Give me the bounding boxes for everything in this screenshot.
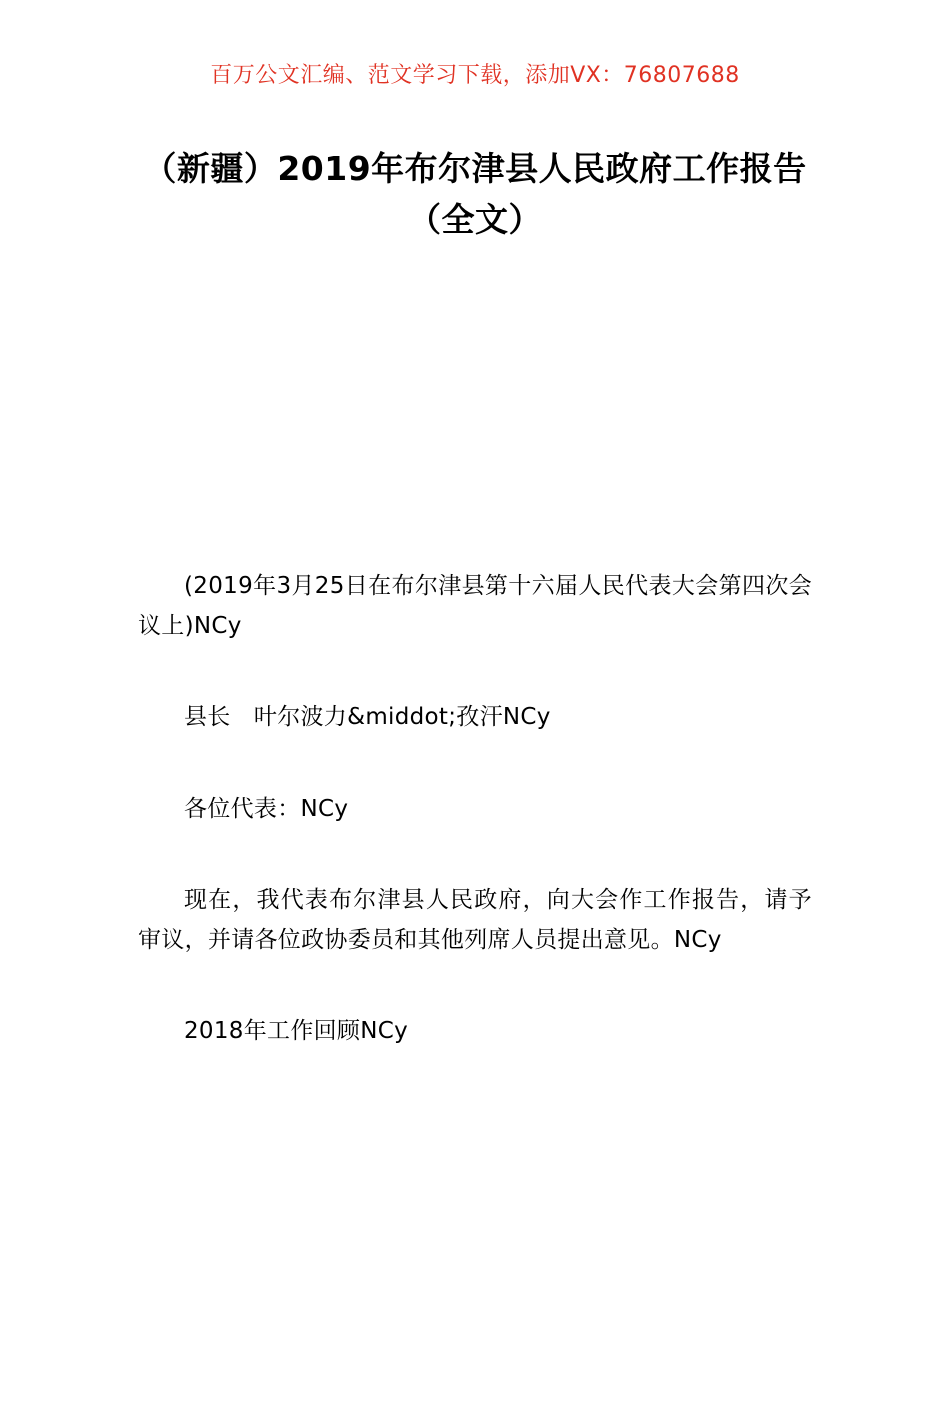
page-title: （新疆）2019年布尔津县人民政府工作报告（全文）: [143, 148, 807, 239]
promo-banner: 百万公文汇编、范文学习下载，添加VX：76807688: [210, 63, 740, 88]
paragraph-salutation: 各位代表：NCy: [184, 795, 349, 822]
document-page: [0, 62, 950, 1406]
paragraph-intro: 现在，我代表布尔津县人民政府，向大会作工作报告，请予审议，并请各位政协委员和其他列席人员提出意见。NCy: [138, 887, 812, 953]
paragraph-section-heading-2018: 2018年工作回顾NCy: [184, 1018, 409, 1045]
title-body-spacer: [138, 267, 812, 567]
paragraph-speaker: 县长 叶尔波力&middot;孜汗NCy: [184, 704, 551, 731]
paragraph-meeting-info: (2019年3月25日在布尔津县第十六届人民代表大会第四次会议上)NCy: [138, 572, 812, 639]
